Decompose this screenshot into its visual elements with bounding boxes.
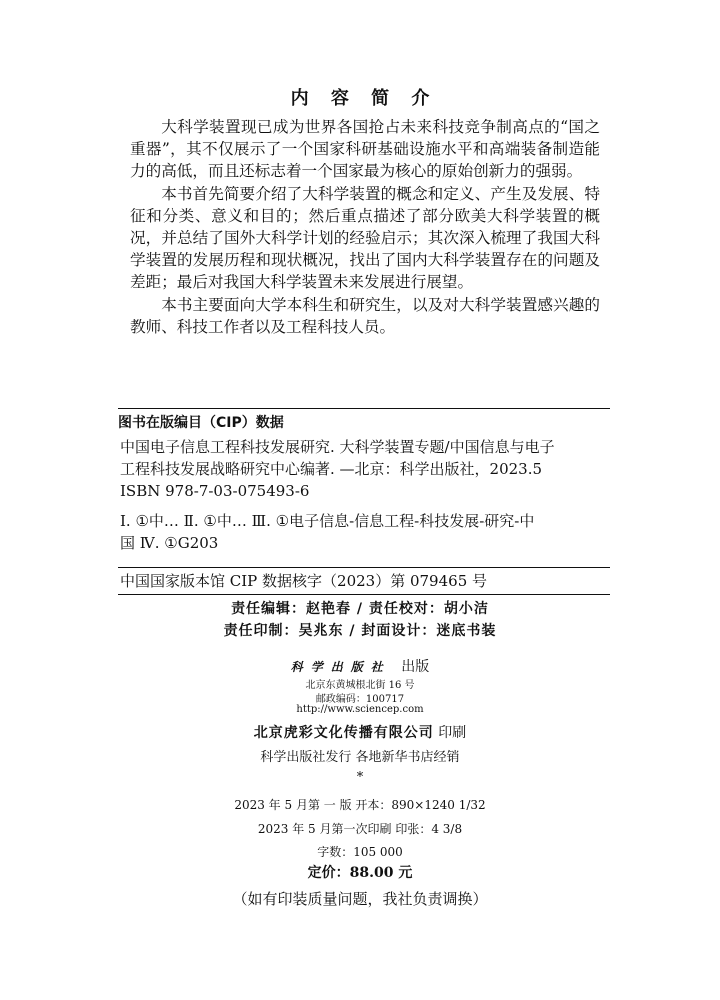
- title-char: 内: [290, 88, 309, 109]
- intro-paragraph: 本书主要面向大学本科生和研究生，以及对大科学装置感兴趣的教师、科技工作者以及工程科技人员。: [130, 295, 600, 336]
- cip-middle-rule: [118, 567, 610, 568]
- word-count: 字数：105 000: [317, 845, 403, 859]
- publisher-line: [0, 656, 720, 676]
- title-char: 简: [371, 88, 390, 109]
- cip-record-block: [118, 570, 610, 592]
- cip-title-line: 工程科技发展战略研究中心编著. —北京：科学出版社，2023.5: [120, 460, 543, 478]
- edition-line: 2023 年 5 月第 一 版 开本：890×1240 1/32: [234, 798, 486, 812]
- publisher-address: 北京东黄城根北街 16 号: [305, 680, 415, 691]
- publisher-url: http://www.sciencep.com: [296, 704, 424, 715]
- staff-editors: 责任编辑：赵艳春 / 责任校对：胡小洁: [231, 601, 489, 617]
- cip-heading: 图书在版编目（CIP）数据: [118, 415, 284, 431]
- distribution-line: 科学出版社发行 各地新华书店经销: [260, 750, 460, 765]
- cip-title-line: 中国电子信息工程科技发展研究. 大科学装置专题/中国信息与电子: [120, 438, 555, 456]
- printer-line: [0, 722, 720, 742]
- cip-block: [118, 412, 610, 554]
- introduction: [130, 116, 600, 338]
- separator-star: *: [356, 770, 364, 785]
- cip-classification: 国 Ⅳ. ①G203: [120, 534, 219, 552]
- quality-notice: （如有印装质量问题，我社负责调换）: [232, 890, 488, 908]
- cip-isbn: ISBN 978-7-03-075493-6: [120, 482, 310, 500]
- cip-classification: Ⅰ. ①中… Ⅱ. ①中… Ⅲ. ①电子信息-信息工程-科技发展-研究-中: [120, 512, 535, 530]
- title-char: 介: [411, 88, 430, 109]
- staff-production: 责任印制：吴兆东 / 封面设计：迷底书装: [223, 623, 497, 639]
- price: 定价：88.00 元: [307, 865, 413, 881]
- intro-paragraph: 大科学装置现已成为世界各国抢占未来科技竞争制高点的“国之重器”，其不仅展示了一个国家科研基础设施水平和高端装备制造能力的高低，而且还标志着一个国家最为核心的原始创新力的强弱。: [130, 118, 600, 181]
- printer-name: 北京虎彩文化传播有限公司: [253, 725, 434, 741]
- publisher-postcode: 邮政编码：100717: [315, 694, 405, 705]
- publisher-suffix: 出版: [401, 659, 430, 675]
- cip-record: 中国国家版本馆 CIP 数据核字（2023）第 079465 号: [120, 572, 488, 590]
- printer-suffix: 印刷: [438, 725, 467, 741]
- cip-top-rule: [118, 408, 610, 409]
- publisher-name: 科学出版社: [290, 660, 391, 674]
- title-char: 容: [330, 88, 349, 109]
- page-title: [0, 84, 720, 110]
- printing-line: 2023 年 5 月第一次印刷 印张：4 3/8: [257, 822, 463, 836]
- cip-bottom-rule: [118, 594, 610, 595]
- intro-paragraph: 本书首先简要介绍了大科学装置的概念和定义、产生及发展、特征和分类、意义和目的；然后重点描述了部分欧美大科学装置的概况，并总结了国外大科学计划的经验启示；其次深入梳理了我国大科学装置的发展历程和现状概况，找出了国内大科学装置存在的问题及差距；最后对我国大科学装置未来发展进行展望。: [130, 184, 600, 292]
